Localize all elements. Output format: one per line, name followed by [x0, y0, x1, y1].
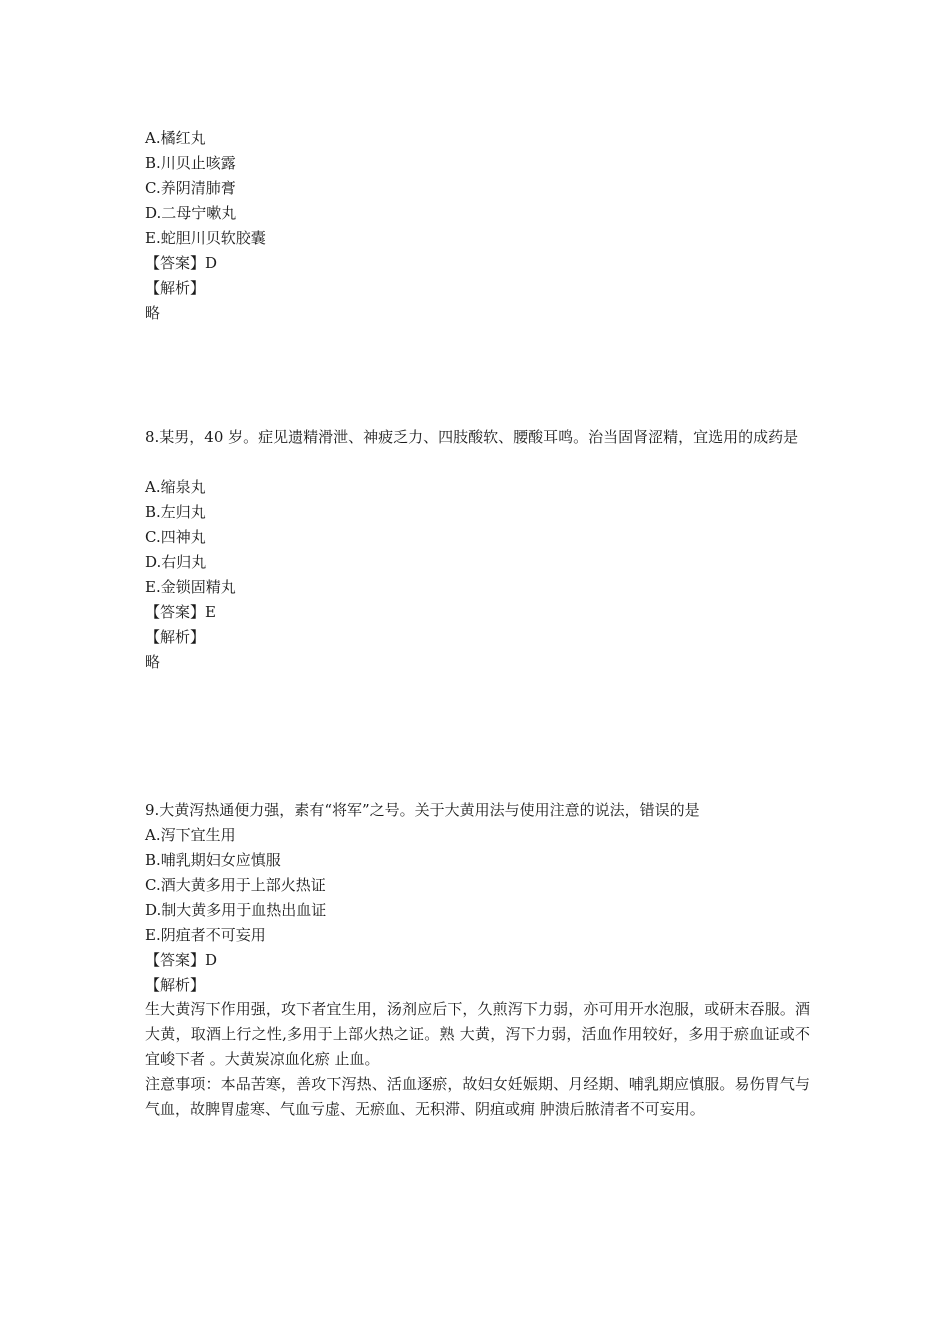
option-d: D.制大黄多用于血热出血证 [145, 901, 327, 919]
analysis-text: 略 [145, 653, 161, 671]
option-a: A.泻下宜生用 [145, 826, 236, 844]
analysis-paragraph-2: 注意事项：本品苦寒，善攻下泻热、活血逐瘀，故妇女妊娠期、月经期、哺乳期应慎服。易伤胃气与气血，故脾胃虚寒、气血亏虚、无瘀血、无积滞、阴疽或痈 肿溃后脓清者不可妄用。 [145, 1075, 810, 1118]
analysis-label: 【解析】 [145, 279, 206, 297]
answer: 【答案】D [145, 254, 218, 272]
option-a: A.缩泉丸 [145, 478, 206, 496]
option-e: E.金锁固精丸 [145, 578, 236, 596]
question-stem: 9.大黄泻热通便力强，素有“将军”之号。关于大黄用法与使用注意的说法，错误的是 [145, 801, 700, 819]
option-e: E.蛇胆川贝软胶囊 [145, 229, 266, 247]
answer: 【答案】E [145, 603, 216, 621]
answer: 【答案】D [145, 951, 218, 969]
option-d: D.右归丸 [145, 553, 207, 571]
analysis-paragraph-1: 生大黄泻下作用强，攻下者宜生用，汤剂应后下，久煎泻下力弱，亦可用开水泡服，或研末吞服。酒大黄，取酒上行之性,多用于上部火热之证。熟 大黄，泻下力弱，活血作用较好，多用于瘀血证或不宜峻下者 。大黄炭凉血化瘀 止血。 [145, 1000, 810, 1068]
analysis-text: 略 [145, 304, 161, 322]
option-b: B.哺乳期妇女应慎服 [145, 851, 281, 869]
option-c: C.养阴清肺膏 [145, 179, 236, 197]
option-c: C.酒大黄多用于上部火热证 [145, 876, 326, 894]
question-stem: 8.某男，40 岁。症见遗精滑泄、神疲乏力、四肢酸软、腰酸耳鸣。治当固肾涩精，宜选用的成药是 [145, 428, 799, 446]
option-c: C.四神丸 [145, 528, 206, 546]
option-d: D.二母宁嗽丸 [145, 204, 237, 222]
option-b: B.川贝止咳露 [145, 154, 236, 172]
option-b: B.左归丸 [145, 503, 206, 521]
analysis-label: 【解析】 [145, 628, 206, 646]
option-a: A.橘红丸 [145, 129, 206, 147]
option-e: E.阴疽者不可妄用 [145, 926, 266, 944]
analysis-label: 【解析】 [145, 976, 206, 994]
